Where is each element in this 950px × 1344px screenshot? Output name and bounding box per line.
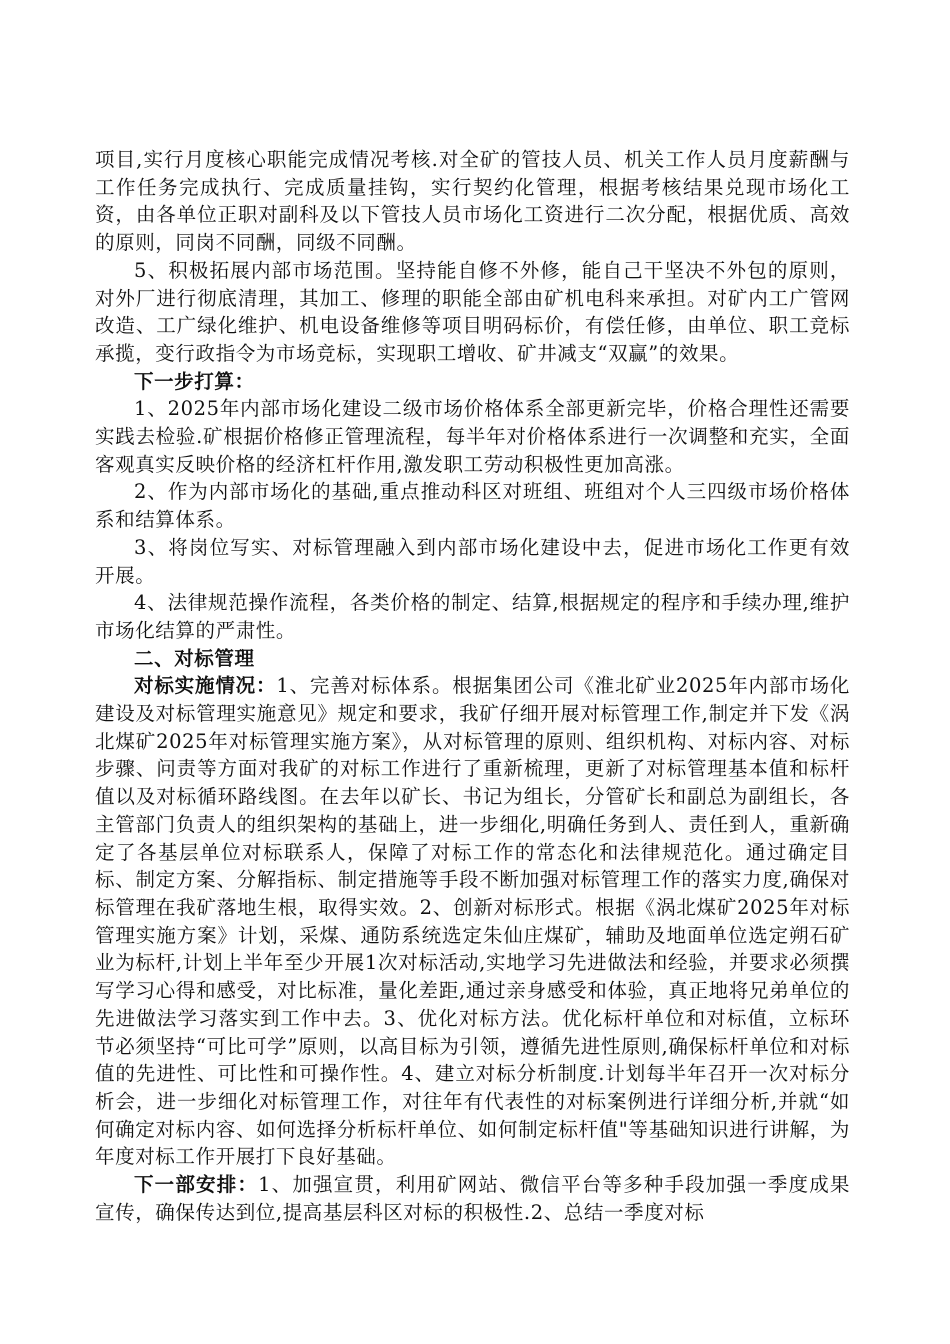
paragraph-lead: 下一部安排： xyxy=(134,1173,259,1197)
paragraph: 项目,实行月度核心职能完成情况考核.对全矿的管技人员、机关工作人员月度薪酬与工作任务完成执行、完成质量挂钩，实行契约化管理，根据考核结果兑现市场化工资，由各单位正职对副科及以下管技人员市场化工资进行二次分配，根据优质、高效的原则，同岗不同酬，同级不同酬。 xyxy=(95,148,850,255)
paragraph xyxy=(95,1171,850,1226)
paragraph: 2、作为内部市场化的基础,重点推动科区对班组、班组对个人三四级市场价格体系和结算体系。 xyxy=(95,480,850,532)
paragraph: 5、积极拓展内部市场范围。坚持能自修不外修，能自己干坚决不外包的原则，对外厂进行彻底清理，其加工、修理的职能全部由矿机电科来承担。对矿内工广管网改造、工广绿化维护、机电设备维修等项目明码标价，有偿任修，由单位、职工竞标承揽，变行政指令为市场竞标，实现职工增收、矿井减支“双赢”的效果。 xyxy=(95,258,850,365)
section-heading: 下一步打算： xyxy=(134,369,255,393)
paragraph-body: 1、加强宣贯，利用矿网站、微信平台等多种手段加强一季度成果宣传，确保传达到位,提高基层科区对标的积极性.2、总结一季度对标 xyxy=(95,1173,850,1224)
paragraph: 3、将岗位写实、对标管理融入到内部市场化建设中去，促进市场化工作更有效开展。 xyxy=(95,535,850,587)
paragraph: 1、2025年内部市场化建设二级市场价格体系全部更新完毕，价格合理性还需要实践去检验.矿根据价格修正管理流程，每半年对价格体系进行一次调整和充实，全面客观真实反映价格的经济杠杆作用,激发职工劳动积极性更加高涨。 xyxy=(95,397,850,476)
paragraph: 4、法律规范操作流程，各类价格的制定、结算,根据规定的程序和手续办理,维护市场化结算的严肃性。 xyxy=(95,591,850,642)
paragraph-body: 1、完善对标体系。根据集团公司《淮北矿业2025年内部市场化建设及对标管理实施意见》规定和要求，我矿仔细开展对标管理工作,制定并下发《涡北煤矿2025年对标管理实施方案》，从对标管理的原则、组织机构、对标内容、对标步骤、问责等方面对我矿的对标工作进行了重新梳理，更新了对标管理基本值和标杆值以及对标循环路线图。在去年以矿长、书记为组长，分管矿长和副总为副组长，各主管部门负责人的组织架构的基础上，进一步细化,明确任务到人、责任到人，重新确定了各基层单位对标联系人，保障了对标工作的常态化和法律规范化。通过确定目标、制定方案、分解指标、制定措施等手段不断加强对标管理工作的落实力度,确保对标管理在我矿落地生根，取得实效。2、创新对标形式。根据《涡北煤矿2025年对标管理实施方案》计划，采煤、通防系统选定朱仙庄煤矿，辅助及地面单位选定朔石矿业为标杆,计划上半年至少开展1次对标活动,实地学习先进做法和经验，并要求必须撰写学习心得和感受，对比标准，量化差距,通过亲身感受和体验，真正地将兄弟单位的先进做法学习落实到工作中去。3、优化对标方法。优化标杆单位和对标值，立标环节必须坚持“可比可学”原则，以高目标为引领，遵循先进性原则,确保标杆单位和对标值的先进性、可比性和可操作性。4、建立对标分析制度.计划每半年召开一次对标分析会，进一步细化对标管理工作，对往年有代表性的对标案例进行详细分析,并就“如何确定对标内容、如何选择分析标杆单位、如何制定标杆值"等基础知识进行讲解，为年度对标工作开展打下良好基础。 xyxy=(95,674,850,1169)
paragraph-lead: 对标实施情况： xyxy=(134,674,277,698)
paragraph xyxy=(95,672,850,1171)
section-heading: 二、对标管理 xyxy=(134,646,255,670)
